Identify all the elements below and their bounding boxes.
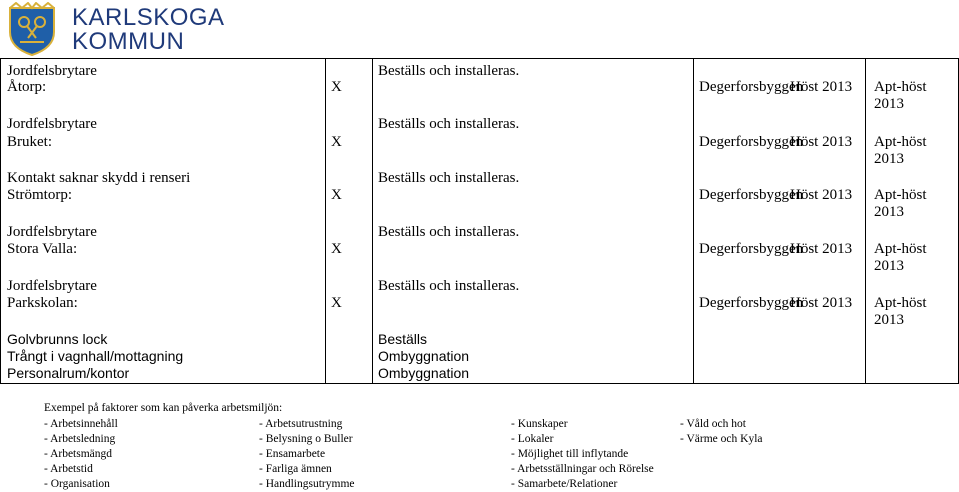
coat-of-arms-icon [6,2,58,56]
cell-issue: Kontakt saknar skydd i renseri [7,170,191,186]
legend-item: - Ensamarbete [259,448,326,460]
measures-table [0,58,959,384]
cell-action: Ombyggnation [378,348,470,364]
cell-apt: Apt-höst [874,79,927,95]
cell-issue: Jordfelsbrytare [7,116,97,132]
legend-item: - Arbetsställningar och Rörelse [511,463,654,475]
cell-time: Höst 2013 [790,79,853,95]
col-divider [325,58,326,384]
cell-contractor: Degerforsbyggen [699,134,804,150]
cell-status: Beställs och installeras. [378,224,520,240]
cell-apt: Apt-höst [874,241,927,257]
cell-apt-year: 2013 [874,204,904,220]
logo-line-1: KARLSKOGA [72,4,225,31]
cell-mark: X [331,241,342,257]
legend-item: - Belysning o Buller [259,433,353,445]
cell-mark: X [331,79,342,95]
cell-place: Bruket: [7,134,52,150]
cell-mark: X [331,134,342,150]
cell-apt-year: 2013 [874,258,904,274]
cell-place: Parkskolan: [7,295,78,311]
cell-mark: X [331,295,342,311]
karlskoga-logo [6,2,225,58]
cell-action: Ombyggnation [378,365,470,381]
legend-item: - Organisation [44,478,110,490]
cell-apt: Apt-höst [874,134,927,150]
cell-apt: Apt-höst [874,295,927,311]
cell-issue: Trångt i vagnhall/mottagning [7,348,184,364]
table-border-bottom [0,383,959,384]
cell-mark: X [331,187,342,203]
legend-item: - Kunskaper [511,418,568,430]
cell-apt-year: 2013 [874,312,904,328]
cell-issue: Jordfelsbrytare [7,224,97,240]
legend-item: - Arbetsutrustning [259,418,343,430]
cell-place: Åtorp: [7,79,47,95]
cell-status: Beställs och installeras. [378,278,520,294]
cell-contractor: Degerforsbyggen [699,241,804,257]
cell-action: Beställs [378,331,428,347]
cell-apt: Apt-höst [874,187,927,203]
logo-line-2: KOMMUN [72,28,185,55]
cell-contractor: Degerforsbyggen [699,79,804,95]
cell-contractor: Degerforsbyggen [699,187,804,203]
col-divider [0,58,1,384]
table-border-top [0,58,959,59]
cell-time: Höst 2013 [790,134,853,150]
cell-status: Beställs och installeras. [378,116,520,132]
legend-item: - Våld och hot [680,418,746,430]
cell-apt-year: 2013 [874,96,904,112]
legend-item: - Arbetstid [44,463,93,475]
cell-time: Höst 2013 [790,295,853,311]
cell-issue: Personalrum/kontor [7,365,130,381]
legend-item: - Samarbete/Relationer [511,478,618,490]
col-divider [693,58,694,384]
legend-item: - Värme och Kyla [680,433,763,445]
legend-item: - Arbetsinnehåll [44,418,118,430]
cell-apt-year: 2013 [874,151,904,167]
col-divider [865,58,866,384]
legend-title: Exempel på faktorer som kan påverka arbetsmiljön: [44,402,283,414]
cell-issue: Golvbrunns lock [7,331,108,347]
cell-contractor: Degerforsbyggen [699,295,804,311]
legend-item: - Farliga ämnen [259,463,332,475]
cell-place: Strömtorp: [7,187,73,203]
legend-item: - Möjlighet till inflytande [511,448,629,460]
legend-item: - Arbetsledning [44,433,116,445]
logo-wordmark [72,6,225,54]
cell-status: Beställs och installeras. [378,63,520,79]
cell-status: Beställs och installeras. [378,170,520,186]
legend-item: - Arbetsmängd [44,448,113,460]
cell-place: Stora Valla: [7,241,78,257]
legend-item: - Lokaler [511,433,554,445]
cell-time: Höst 2013 [790,241,853,257]
col-divider [372,58,373,384]
cell-time: Höst 2013 [790,187,853,203]
cell-issue: Jordfelsbrytare [7,278,97,294]
cell-issue: Jordfelsbrytare [7,63,97,79]
legend-item: - Handlingsutrymme [259,478,355,490]
